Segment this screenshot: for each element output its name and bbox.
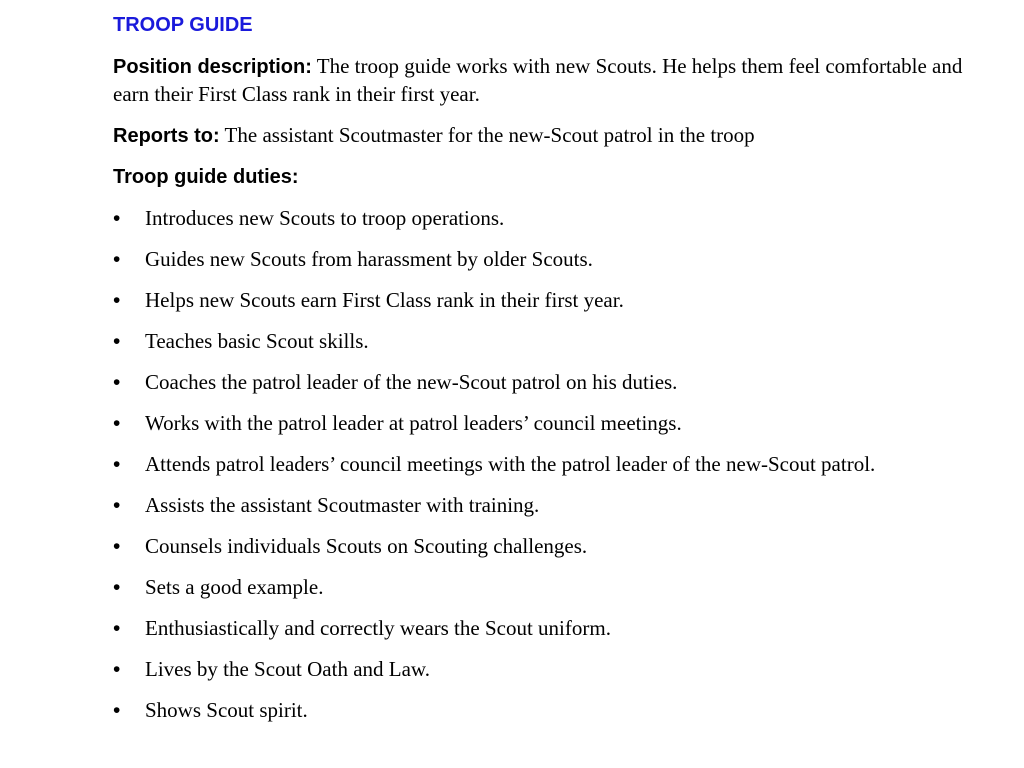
list-item bbox=[113, 615, 993, 642]
list-item bbox=[113, 451, 993, 478]
bullet-icon: • bbox=[113, 576, 121, 599]
duty-text: Lives by the Scout Oath and Law. bbox=[145, 657, 430, 681]
list-item bbox=[113, 574, 993, 601]
bullet-icon: • bbox=[113, 658, 121, 681]
duty-text: Helps new Scouts earn First Class rank in their first year. bbox=[145, 288, 624, 312]
bullet-icon: • bbox=[113, 453, 121, 476]
duty-text: Works with the patrol leader at patrol leaders’ council meetings. bbox=[145, 411, 682, 435]
document-page bbox=[113, 12, 993, 738]
reports-to bbox=[113, 122, 993, 150]
list-item bbox=[113, 246, 993, 273]
list-item bbox=[113, 287, 993, 314]
page-title: TROOP GUIDE bbox=[113, 14, 253, 36]
duty-text: Introduces new Scouts to troop operations. bbox=[145, 206, 505, 230]
bullet-icon: • bbox=[113, 699, 121, 722]
bullet-icon: • bbox=[113, 371, 121, 394]
bullet-icon: • bbox=[113, 248, 121, 271]
list-item bbox=[113, 328, 993, 355]
duty-text: Sets a good example. bbox=[145, 575, 324, 599]
duty-text: Counsels individuals Scouts on Scouting challenges. bbox=[145, 534, 588, 558]
bullet-icon: • bbox=[113, 535, 121, 558]
duty-text: Guides new Scouts from harassment by older Scouts. bbox=[145, 247, 593, 271]
reports-to-label: Reports to: bbox=[113, 125, 220, 147]
duty-text: Coaches the patrol leader of the new-Scout patrol on his duties. bbox=[145, 370, 678, 394]
bullet-icon: • bbox=[113, 412, 121, 435]
duty-text: Teaches basic Scout skills. bbox=[145, 329, 369, 353]
list-item bbox=[113, 410, 993, 437]
position-description-label: Position description: bbox=[113, 56, 312, 78]
duties-list bbox=[113, 205, 993, 724]
position-description bbox=[113, 53, 993, 108]
duty-text: Enthusiastically and correctly wears the Scout uniform. bbox=[145, 616, 611, 640]
bullet-icon: • bbox=[113, 330, 121, 353]
reports-to-text: The assistant Scoutmaster for the new-Scout patrol in the troop bbox=[224, 123, 755, 147]
list-item bbox=[113, 656, 993, 683]
bullet-icon: • bbox=[113, 494, 121, 517]
duty-text: Shows Scout spirit. bbox=[145, 698, 308, 722]
list-item bbox=[113, 697, 993, 724]
duties-heading: Troop guide duties: bbox=[113, 166, 299, 188]
list-item bbox=[113, 533, 993, 560]
bullet-icon: • bbox=[113, 207, 121, 230]
bullet-icon: • bbox=[113, 617, 121, 640]
bullet-icon: • bbox=[113, 289, 121, 312]
duty-text: Assists the assistant Scoutmaster with training. bbox=[145, 493, 540, 517]
position-description-text: The troop guide works with new Scouts. He helps them feel comfortable and earn their First Class rank in their first year. bbox=[113, 54, 963, 106]
list-item bbox=[113, 492, 993, 519]
list-item bbox=[113, 369, 993, 396]
duty-text: Attends patrol leaders’ council meetings with the patrol leader of the new-Scout patrol. bbox=[145, 452, 876, 476]
list-item bbox=[113, 205, 993, 232]
